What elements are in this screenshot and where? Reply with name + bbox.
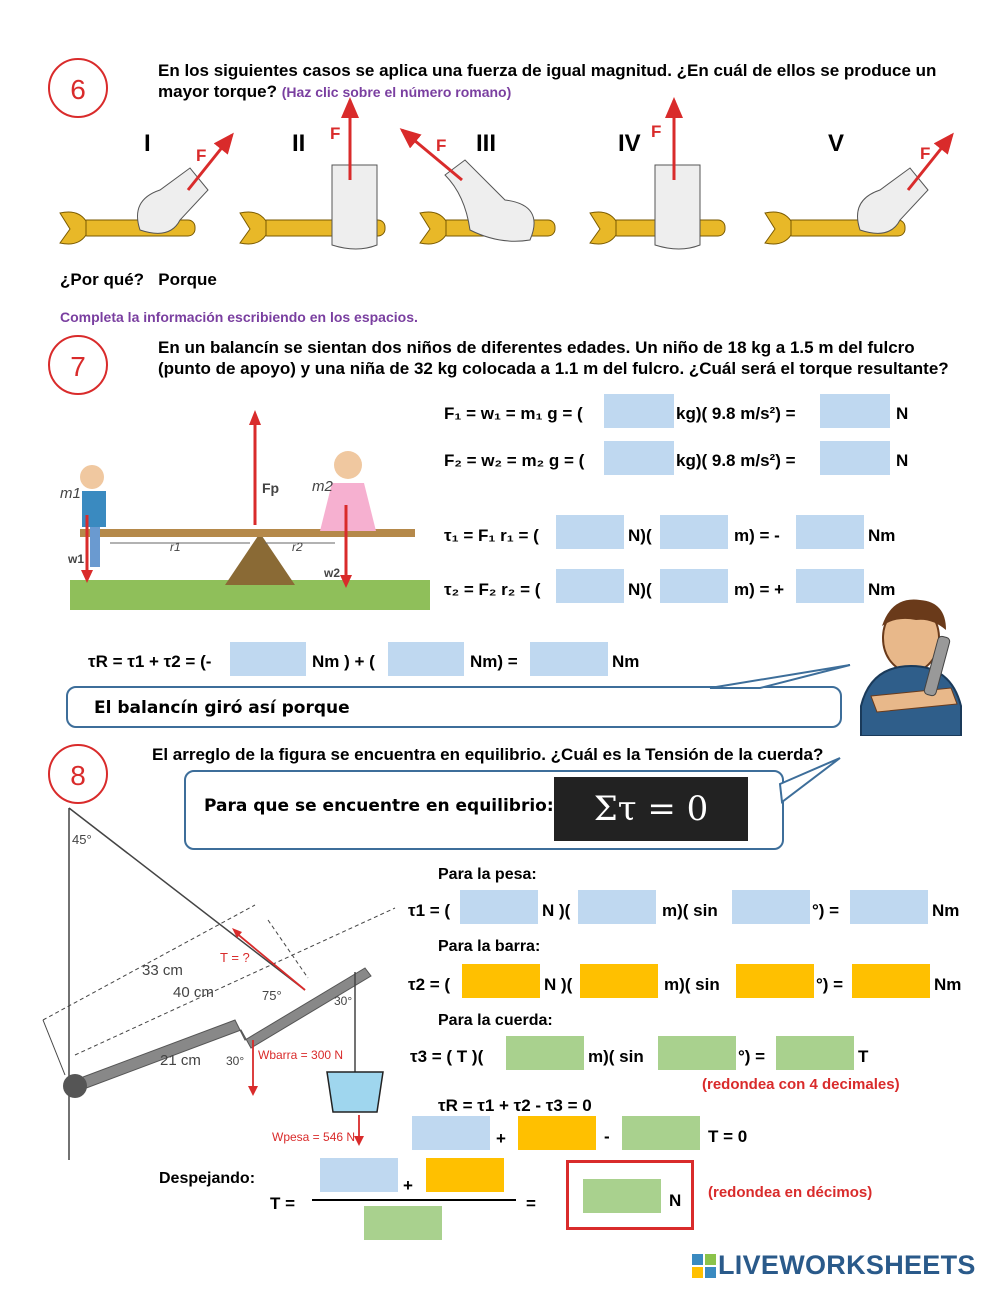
pesa-angle-input[interactable] bbox=[732, 890, 810, 924]
option-iii[interactable]: III bbox=[476, 130, 497, 157]
taur-label: τR = τ1 + τ2 = (- bbox=[88, 652, 212, 671]
barra-deg: °) = bbox=[816, 975, 844, 994]
barra-force-input[interactable] bbox=[462, 964, 540, 998]
sum-tau2-input[interactable] bbox=[518, 1116, 596, 1150]
label-m1: m1 bbox=[60, 485, 81, 502]
tension-unit: N bbox=[669, 1191, 682, 1210]
tau1-unit: Nm bbox=[868, 526, 896, 545]
label-40cm: 40 cm bbox=[173, 984, 214, 1001]
label-w2: w2 bbox=[324, 566, 341, 580]
wrench-4-icon bbox=[590, 100, 725, 249]
hint-text: (Haz clic sobre el número romano) bbox=[281, 84, 512, 100]
f2-result-input[interactable] bbox=[820, 441, 890, 475]
barra-result-input[interactable] bbox=[852, 964, 930, 998]
pesa-n: N )( bbox=[542, 901, 571, 920]
question-number-8: 8 bbox=[48, 744, 108, 804]
force-label-3: F bbox=[436, 136, 447, 155]
f1-result-input[interactable] bbox=[820, 394, 890, 428]
wrench-5-icon bbox=[765, 135, 952, 244]
f2-mass-input[interactable] bbox=[604, 441, 674, 475]
answer-box-q7[interactable] bbox=[66, 686, 842, 728]
tau2-label: τ₂ = F₂ r₂ = ( bbox=[444, 580, 541, 599]
question-6-text: En los siguientes casos se aplica una fuerza de igual magnitud. ¿En cuál de ellos se produce un mayor torque? (Haz clic sobre el número romano) bbox=[158, 61, 937, 101]
answer-box bbox=[566, 1160, 694, 1230]
f2-kg-g: kg)( 9.8 m/s²) = bbox=[676, 451, 796, 470]
brand-text: LIVEWORKSHEETS bbox=[718, 1250, 976, 1280]
pesa-deg: °) = bbox=[812, 901, 840, 920]
question-7-text: En un balancín se sientan dos niños de diferentes edades. Un niño de 18 kg a 1.5 m del fulcro (punto de apoyo) y una niña de 32 kg colocada a 1.1 m del fulcro. ¿Cuál será el torque resultante? bbox=[158, 338, 949, 378]
tau2-unit: Nm bbox=[868, 580, 896, 599]
fraction-bar bbox=[312, 1199, 516, 1201]
wrench-3-icon bbox=[402, 130, 555, 244]
numerator-tau1-input[interactable] bbox=[320, 1158, 398, 1192]
barra-distance-input[interactable] bbox=[580, 964, 658, 998]
label-wbarra: Wbarra = 300 N bbox=[258, 1048, 344, 1062]
cuerda-angle-input[interactable] bbox=[658, 1036, 736, 1070]
cuerda-unit: T bbox=[858, 1047, 869, 1066]
f1-kg-g: kg)( 9.8 m/s²) = bbox=[676, 404, 796, 423]
taur-end: Nm) = bbox=[470, 652, 518, 671]
liveworksheets-logo bbox=[692, 1250, 976, 1281]
barra-n: N )( bbox=[544, 975, 573, 994]
taur-tau2-input[interactable] bbox=[388, 642, 464, 676]
round-4-note: (redondea con 4 decimales) bbox=[702, 1076, 900, 1093]
pesa-unit: Nm bbox=[932, 901, 960, 920]
cuerda-deg: °) = bbox=[738, 1047, 766, 1066]
f1-unit: N bbox=[896, 404, 909, 423]
barra-unit: Nm bbox=[934, 975, 962, 994]
cuerda-result-input[interactable] bbox=[776, 1036, 854, 1070]
round-10-note: (redondea en décimos) bbox=[708, 1184, 873, 1201]
sum-tau1-input[interactable] bbox=[412, 1116, 490, 1150]
bubble-tail-q8 bbox=[770, 754, 850, 814]
force-label-5: F bbox=[920, 144, 931, 163]
pesa-tau1-label: τ1 = ( bbox=[408, 901, 451, 920]
label-w1: w1 bbox=[68, 552, 85, 566]
tau2-force-input[interactable] bbox=[556, 569, 624, 603]
sum-plus: + bbox=[496, 1129, 506, 1148]
pesa-m-sin: m)( sin bbox=[662, 901, 718, 920]
wrench-2-icon bbox=[240, 100, 385, 249]
liveworksheets-logo-icon bbox=[692, 1254, 716, 1278]
label-tension: T = ? bbox=[220, 950, 250, 965]
equilibrium-text: Para que se encuentre en equilibrio: bbox=[204, 796, 554, 816]
sum-torque-eq: τR = τ1 + τ2 - τ3 = 0 bbox=[438, 1096, 592, 1115]
sum-tau3-input[interactable] bbox=[622, 1116, 700, 1150]
label-33cm: 33 cm bbox=[142, 962, 183, 979]
mechanic-character-icon bbox=[846, 596, 976, 736]
pesa-force-input[interactable] bbox=[460, 890, 538, 924]
barra-angle-input[interactable] bbox=[736, 964, 814, 998]
question-number-6: 6 bbox=[48, 58, 108, 118]
cuerda-tau3-label: τ3 = ( T )( bbox=[410, 1047, 484, 1066]
why-label: ¿Por qué? Porque bbox=[60, 270, 217, 289]
sum-t-eq0: T = 0 bbox=[708, 1127, 748, 1146]
label-wpesa: Wpesa = 546 N bbox=[272, 1130, 356, 1144]
label-r2: r2 bbox=[292, 540, 303, 554]
instruction-text: Completa la información escribiendo en los espacios. bbox=[60, 309, 418, 325]
pesa-result-input[interactable] bbox=[850, 890, 928, 924]
question-8-text: El arreglo de la figura se encuentra en equilibrio. ¿Cuál es la Tensión de la cuerda? bbox=[152, 745, 824, 764]
label-21cm: 21 cm bbox=[160, 1052, 201, 1069]
result-equals: = bbox=[526, 1194, 536, 1213]
barra-tau2-label: τ2 = ( bbox=[408, 975, 451, 994]
label-angle-75: 75° bbox=[262, 988, 282, 1003]
tau1-result-input[interactable] bbox=[796, 515, 864, 549]
option-ii[interactable]: II bbox=[292, 130, 306, 157]
taur-mid: Nm ) + ( bbox=[312, 652, 375, 671]
label-fp: Fp bbox=[262, 480, 280, 496]
label-r1: r1 bbox=[170, 540, 181, 554]
label-angle-45: 45° bbox=[72, 832, 92, 847]
cuerda-m-sin: m)( sin bbox=[588, 1047, 644, 1066]
tension-result-input[interactable] bbox=[583, 1179, 661, 1213]
tau1-force-input[interactable] bbox=[556, 515, 624, 549]
barra-m-sin: m)( sin bbox=[664, 975, 720, 994]
force-label-1: F bbox=[196, 146, 207, 165]
cuerda-title: Para la cuerda: bbox=[438, 1012, 553, 1029]
answer-prompt: El balancín giró así porque bbox=[94, 698, 350, 718]
bubble-tail-q7 bbox=[700, 660, 860, 690]
f2-unit: N bbox=[896, 451, 909, 470]
question-number-7: 7 bbox=[48, 335, 108, 395]
wrench-1-icon bbox=[60, 135, 232, 244]
tau1-label: τ₁ = F₁ r₁ = ( bbox=[444, 526, 539, 545]
pesa-distance-input[interactable] bbox=[578, 890, 656, 924]
numerator-plus: + bbox=[403, 1176, 413, 1195]
t-equals: T = bbox=[270, 1194, 296, 1213]
cuerda-distance-input[interactable] bbox=[506, 1036, 584, 1070]
tau1-radius-input[interactable] bbox=[660, 515, 728, 549]
sum-torque-formula: Στ = 0 bbox=[554, 777, 748, 841]
taur-result-input[interactable] bbox=[530, 642, 608, 676]
seesaw-figure bbox=[70, 405, 430, 610]
equilibrium-figure bbox=[35, 800, 425, 1160]
barra-title: Para la barra: bbox=[438, 938, 541, 955]
f1-label: F₁ = w₁ = m₁ g = ( bbox=[444, 404, 583, 423]
tau1-m: m) = - bbox=[734, 526, 780, 545]
label-m2: m2 bbox=[312, 478, 333, 495]
pesa-title: Para la pesa: bbox=[438, 866, 537, 883]
force-label-4: F bbox=[651, 122, 662, 141]
option-v[interactable]: V bbox=[828, 130, 845, 157]
numerator-tau2-input[interactable] bbox=[426, 1158, 504, 1192]
label-angle-30-bottom: 30° bbox=[226, 1054, 245, 1068]
denominator-input[interactable] bbox=[364, 1206, 442, 1240]
force-label-2: F bbox=[330, 124, 341, 143]
taur-unit: Nm bbox=[612, 652, 640, 671]
tau2-m: m) = + bbox=[734, 580, 785, 599]
option-iv[interactable]: IV bbox=[618, 130, 641, 157]
wrench-illustrations bbox=[0, 95, 1000, 265]
label-angle-30-top: 30° bbox=[334, 994, 353, 1008]
f1-mass-input[interactable] bbox=[604, 394, 674, 428]
f2-label: F₂ = w₂ = m₂ g = ( bbox=[444, 451, 585, 470]
option-i[interactable]: I bbox=[144, 130, 151, 157]
taur-tau1-input[interactable] bbox=[230, 642, 306, 676]
tau2-radius-input[interactable] bbox=[660, 569, 728, 603]
sum-minus: - bbox=[604, 1127, 610, 1146]
tau1-n: N)( bbox=[628, 526, 652, 545]
despejando-label: Despejando: bbox=[159, 1170, 256, 1187]
tau2-n: N)( bbox=[628, 580, 652, 599]
